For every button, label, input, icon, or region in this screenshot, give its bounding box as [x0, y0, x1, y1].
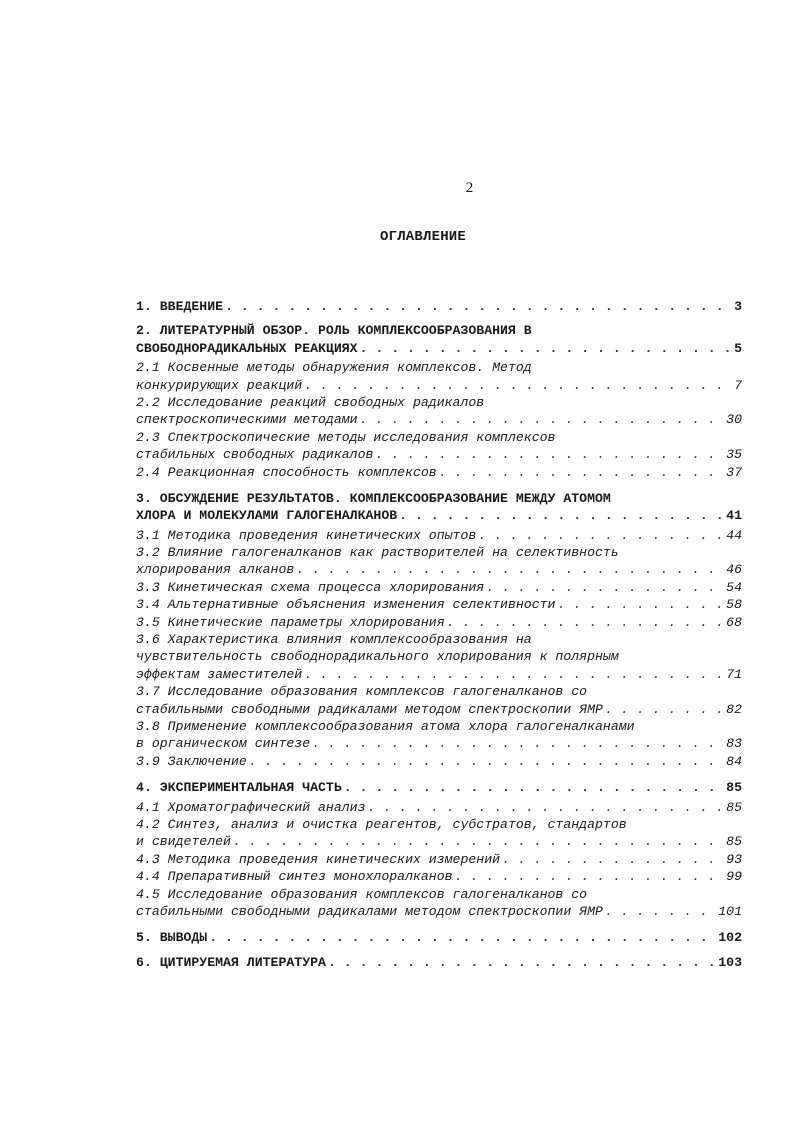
entry-text: 3.8 Применение комплексообразования атома хлора галогеналканами [136, 718, 635, 734]
toc-section [136, 954, 742, 971]
subsection-title-line [136, 833, 742, 850]
page-ref: 82 [726, 701, 742, 717]
entry-text: СВОБОДНОРАДИКАЛЬНЫХ РЕАКЦИЯХ [136, 340, 358, 356]
subsection-title-line [136, 683, 742, 700]
dot-leader [447, 614, 725, 631]
entry-text: хлорирования алканов [136, 562, 295, 578]
entry-text: 4.4 Препаративный синтез монохлоралканов [136, 869, 453, 885]
page-ref: 85 [726, 799, 742, 815]
subsection-title-line [136, 816, 742, 833]
chapter-entry[interactable] [136, 490, 742, 525]
chapter-entry[interactable] [136, 954, 742, 971]
toc-section [136, 322, 742, 481]
dot-leader [486, 579, 724, 596]
toc-section [136, 298, 742, 315]
subsection-entry[interactable] [136, 429, 742, 464]
entry-text: 2.2 Исследование реакций свободных радикалов [136, 394, 485, 410]
page-ref: 44 [726, 527, 742, 543]
dot-leader [304, 666, 724, 683]
dot-leader [296, 561, 724, 578]
entry-text: 3.3 Кинетическая схема процесса хлорирования [136, 579, 485, 595]
subsection-title-line [136, 596, 742, 613]
entry-text: 3.1 Методика проведения кинетических опытов [136, 527, 477, 543]
subsection-title-line [136, 614, 742, 631]
entry-text: ХЛОРА И МОЛЕКУЛАМИ ГАЛОГЕНАЛКАНОВ [136, 508, 398, 524]
subsection-title-line [136, 735, 742, 752]
subsection-title-line [136, 718, 742, 735]
chapter-title-line [136, 322, 742, 339]
chapter-title-line [136, 779, 742, 796]
dot-leader [328, 954, 716, 971]
subsection-entry[interactable] [136, 868, 742, 885]
subsection-entry[interactable] [136, 579, 742, 596]
dot-leader [399, 507, 724, 524]
subsection-title-line [136, 701, 742, 718]
subsection-entry[interactable] [136, 614, 742, 631]
subsection-title-line [136, 561, 742, 578]
entry-text: чувствительность свободнорадикального хлорирования к полярным [136, 649, 619, 665]
page-ref: 46 [726, 562, 742, 578]
entry-text: 3.7 Исследование образования комплексов галогеналканов со [136, 684, 588, 700]
toc-section [136, 779, 742, 920]
dot-leader [304, 377, 732, 394]
subsection-entry[interactable] [136, 816, 742, 851]
page-ref: 99 [726, 869, 742, 885]
page-ref: 68 [726, 614, 742, 630]
dot-leader [368, 799, 725, 816]
subsection-title-line [136, 527, 742, 544]
entry-text: 6. ЦИТИРУЕМАЯ ЛИТЕРАТУРА [136, 954, 326, 970]
dot-leader [344, 779, 724, 796]
subsection-entry[interactable] [136, 718, 742, 753]
subsection-title-line [136, 411, 742, 428]
entry-text: 2.4 Реакционная способность комплексов [136, 464, 437, 480]
subsection-title-line [136, 666, 742, 683]
dot-leader [225, 298, 732, 315]
page-ref: 101 [718, 903, 742, 919]
dot-leader [360, 340, 732, 357]
subsection-entry[interactable] [136, 851, 742, 868]
entry-text: стабильными свободными радикалами методом спектроскопии ЯМР [136, 701, 603, 717]
subsection-title-line [136, 544, 742, 561]
page-ref: 54 [726, 579, 742, 595]
subsection-title-line [136, 579, 742, 596]
entry-text: 1. ВВЕДЕНИЕ [136, 299, 224, 314]
dot-leader [502, 851, 724, 868]
subsection-title-line [136, 377, 742, 394]
subsection-title-line [136, 429, 742, 446]
chapter-entry[interactable] [136, 298, 742, 315]
toc-section [136, 929, 742, 946]
chapter-title-line [136, 507, 742, 524]
page-ref: 85 [726, 834, 742, 850]
dot-leader [360, 411, 725, 428]
page-ref: 41 [726, 508, 742, 524]
subsection-entry[interactable] [136, 596, 742, 613]
dot-leader [478, 527, 724, 544]
page-number: 2 [465, 180, 474, 196]
page-ref: 30 [726, 412, 742, 428]
entry-text: 4.1 Хроматографический анализ [136, 799, 366, 815]
chapter-entry[interactable] [136, 929, 742, 946]
entry-text: 2.1 Косвенные методы обнаружения комплексов. Метод [136, 360, 532, 376]
page-ref: 37 [726, 464, 742, 480]
subsection-entry[interactable] [136, 464, 742, 481]
page-ref: 83 [726, 736, 742, 752]
subsection-entry[interactable] [136, 359, 742, 394]
dot-leader [605, 903, 716, 920]
chapter-title-line [136, 298, 742, 315]
dot-leader [557, 596, 724, 613]
entry-text: спектроскопическими методами [136, 412, 358, 428]
subsection-entry[interactable] [136, 753, 742, 770]
subsection-title-line [136, 631, 742, 648]
entry-text: и свидетелей [136, 834, 231, 850]
page-ref: 85 [726, 780, 742, 796]
chapter-title-line [136, 340, 742, 357]
entry-text: 2.3 Спектроскопические методы исследования комплексов [136, 429, 556, 445]
subsection-entry[interactable] [136, 683, 742, 718]
dot-leader [605, 701, 724, 718]
entry-text: 4.3 Методика проведения кинетических измерений [136, 851, 501, 867]
dot-leader [312, 735, 724, 752]
entry-text: эффектам заместителей [136, 666, 303, 682]
entry-text: конкурирующих реакций [136, 377, 303, 393]
toc-section [136, 490, 742, 770]
subsection-title-line [136, 394, 742, 411]
toc-title: ОГЛАВЛЕНИЕ [380, 229, 467, 245]
subsection-title-line [136, 851, 742, 868]
entry-text: 2. ЛИТЕРАТУРНЫЙ ОБЗОР. РОЛЬ КОМПЛЕКСООБРАЗОВАНИЯ В [136, 323, 532, 339]
subsection-entry[interactable] [136, 544, 742, 579]
entry-text: 5. ВЫВОДЫ [136, 930, 208, 946]
chapter-title-line [136, 929, 742, 946]
entry-text: в органическом синтезе [136, 736, 311, 752]
page-ref: 3 [734, 299, 742, 314]
chapter-title-line [136, 954, 742, 971]
subsection-title-line [136, 446, 742, 463]
entry-text: 3. ОБСУЖДЕНИЕ РЕЗУЛЬТАТОВ. КОМПЛЕКСООБРАЗОВАНИЕ МЕЖДУ АТОМОМ [136, 490, 611, 506]
chapter-entry[interactable] [136, 322, 742, 357]
subsection-title-line [136, 648, 742, 665]
entry-text: 3.2 Влияние галогеналканов как растворителей на селективность [136, 545, 619, 561]
chapter-entry[interactable] [136, 779, 742, 796]
subsection-title-line [136, 359, 742, 376]
page-ref: 84 [726, 753, 742, 769]
dot-leader [455, 868, 725, 885]
page-ref: 35 [726, 447, 742, 463]
subsection-title-line [136, 903, 742, 920]
subsection-title-line [136, 464, 742, 481]
page-ref: 93 [726, 851, 742, 867]
page-ref: 102 [718, 930, 742, 946]
subsection-entry[interactable] [136, 799, 742, 816]
entry-text: стабильных свободных радикалов [136, 447, 374, 463]
dot-leader [209, 929, 716, 946]
entry-text: 4.5 Исследование образования комплексов галогеналканов со [136, 886, 588, 902]
page-ref: 7 [734, 377, 742, 393]
subsection-entry[interactable] [136, 394, 742, 429]
table-of-contents [136, 298, 742, 978]
dot-leader [233, 833, 724, 850]
page-ref: 5 [734, 340, 742, 356]
subsection-entry[interactable] [136, 886, 742, 921]
chapter-title-line [136, 490, 742, 507]
subsection-title-line [136, 868, 742, 885]
subsection-entry[interactable] [136, 631, 742, 683]
subsection-title-line [136, 886, 742, 903]
subsection-entry[interactable] [136, 527, 742, 544]
subsection-title-line [136, 799, 742, 816]
entry-text: 3.5 Кинетические параметры хлорирования [136, 614, 445, 630]
page-ref: 103 [718, 954, 742, 970]
dot-leader [375, 446, 724, 463]
subsection-title-line [136, 753, 742, 770]
entry-text: 3.6 Характеристика влияния комплексообразования на [136, 632, 532, 648]
entry-text: 4. ЭКСПЕРИМЕНТАЛЬНАЯ ЧАСТЬ [136, 780, 342, 796]
entry-text: стабильными свободными радикалами методом спектроскопии ЯМР [136, 903, 603, 919]
entry-text: 3.4 Альтернативные объяснения изменения селективности [136, 597, 556, 613]
entry-text: 4.2 Синтез, анализ и очистка реагентов, субстратов, стандартов [136, 816, 627, 832]
dot-leader [249, 753, 724, 770]
dot-leader [439, 464, 724, 481]
page-ref: 58 [726, 597, 742, 613]
entry-text: 3.9 Заключение [136, 753, 247, 769]
page-ref: 71 [726, 666, 742, 682]
